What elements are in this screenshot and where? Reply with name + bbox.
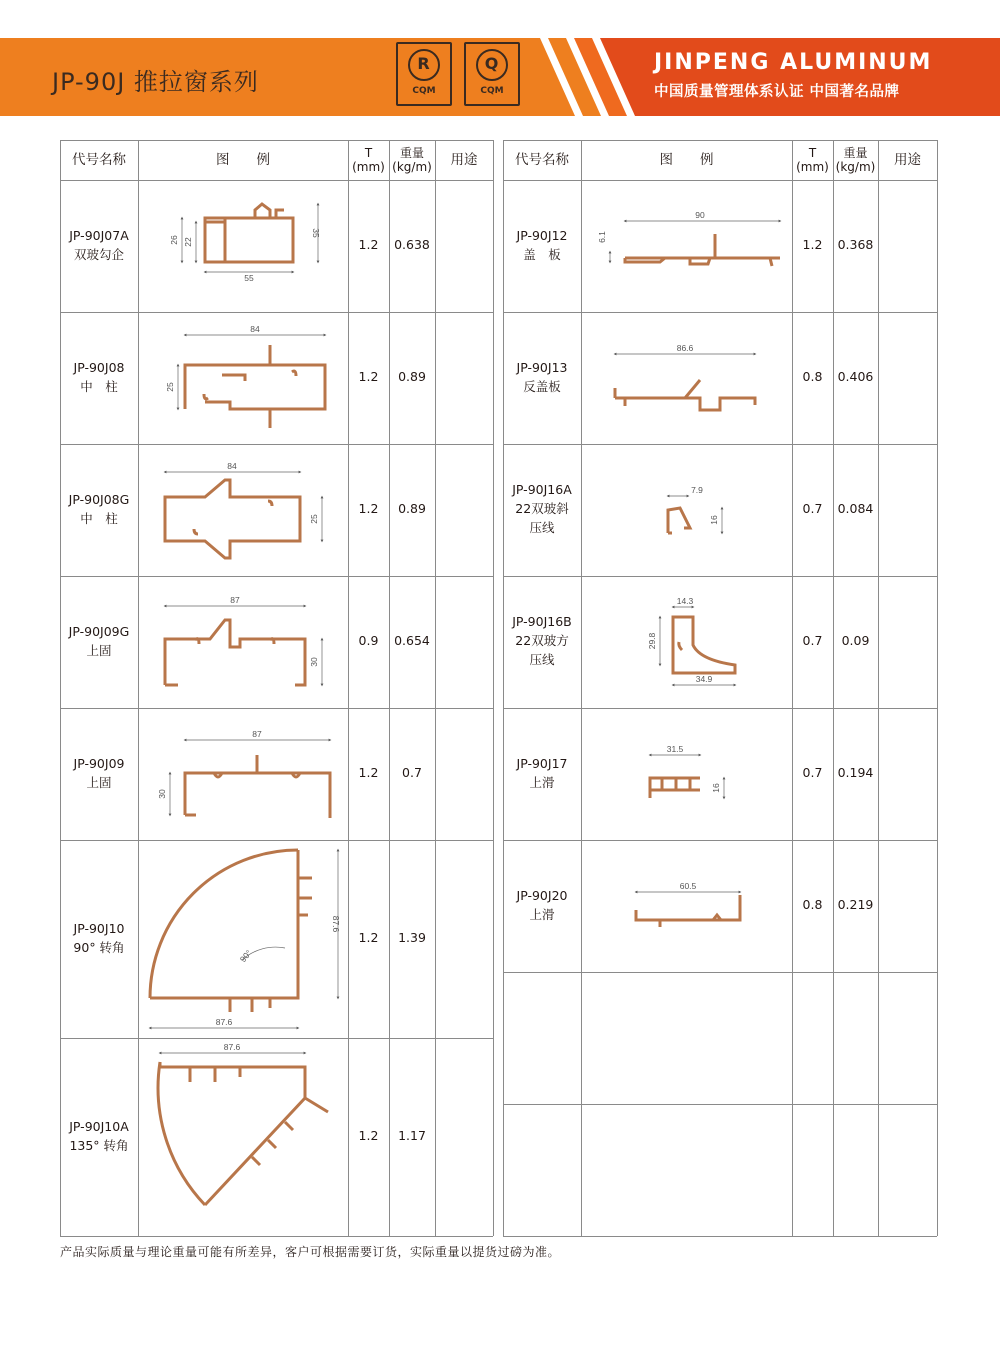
weight-value: 0.638: [394, 237, 430, 252]
col-header-weight: 重量 (kg/m): [392, 146, 432, 174]
dim-label: 87: [230, 595, 240, 605]
dim-label: 55: [244, 273, 254, 283]
dim-label: 90°: [237, 947, 254, 965]
table-row-code: JP-90J12 盖 板: [516, 228, 568, 262]
dim-label: 6.1: [597, 231, 607, 243]
table-row-code: JP-90J10 90° 转角: [73, 921, 125, 955]
dim-label: 7.9: [691, 485, 703, 495]
thickness-value: 1.2: [358, 1128, 379, 1143]
profile-jp90j16a: [668, 508, 690, 533]
table-row-code: JP-90J09 上固: [73, 756, 125, 790]
dim-label: 25: [165, 382, 175, 392]
page-title: JP-90J 推拉窗系列: [52, 68, 259, 96]
table-row-code: JP-90J07A 双玻勾企: [69, 228, 129, 262]
dim-label: 31.5: [666, 744, 684, 754]
dim-label: 30: [157, 789, 167, 799]
dim-label: 86.6: [676, 343, 694, 353]
table-row-code: JP-90J13 反盖板: [516, 360, 568, 394]
profile-jp90j07a: [205, 204, 293, 262]
cert-q-icon: Q: [476, 49, 508, 81]
profile-jp90j13: [615, 380, 755, 410]
weight-value: 1.39: [398, 930, 426, 945]
col-header-thickness-right: T (mm): [796, 146, 829, 174]
profile-jp90j16b: [673, 617, 735, 673]
profile-jp90j10a: [158, 1062, 328, 1205]
thickness-value: 1.2: [358, 369, 379, 384]
weight-value: 0.084: [837, 501, 874, 516]
dim-label: 29.8: [647, 632, 657, 650]
profile-jp90j08g: [165, 480, 300, 558]
col-header-figure: 图 例: [216, 152, 270, 168]
thickness-value: 0.9: [358, 633, 379, 648]
table-row-code: JP-90J10A 135° 转角: [69, 1119, 129, 1153]
weight-value: 0.89: [398, 369, 426, 384]
footnote: 产品实际质量与理论重量可能有所差异，客户可根据需要订货，实际重量以提货过磅为准。: [60, 1245, 561, 1259]
table-row-code: JP-90J16A 22双玻斜 压线: [512, 482, 572, 535]
weight-value: 1.17: [398, 1128, 426, 1143]
weight-value: 0.654: [394, 633, 430, 648]
profile-jp90j17: [650, 778, 700, 798]
col-header-figure-right: 图 例: [659, 152, 714, 168]
dim-label: 30: [309, 657, 319, 667]
dim-label: 87: [252, 729, 262, 739]
col-header-code: 代号名称: [72, 152, 126, 168]
cert-badge-r: R CQM: [396, 42, 452, 106]
thickness-value: 1.2: [802, 237, 823, 252]
dim-label: 16: [709, 515, 719, 525]
profile-jp90j10: [150, 850, 312, 1012]
table-row-code: JP-90J09G 上固: [68, 624, 130, 658]
dim-label: 25: [309, 514, 319, 524]
dim-label: 90: [695, 210, 705, 220]
profile-jp90j09g: [165, 620, 305, 685]
thickness-value: 0.7: [802, 633, 823, 648]
dim-label: 60.5: [679, 881, 697, 891]
thickness-value: 0.8: [802, 897, 823, 912]
weight-value: 0.368: [837, 237, 874, 252]
thickness-value: 1.2: [358, 501, 379, 516]
dim-label: 14.3: [676, 596, 694, 606]
thickness-value: 1.2: [358, 930, 379, 945]
table-row-code: JP-90J16B 22双玻方 压线: [512, 614, 572, 667]
profile-jp90j08: [185, 345, 325, 428]
profile-jp90j20: [636, 895, 740, 927]
thickness-value: 1.2: [358, 237, 379, 252]
dim-label: 26: [169, 235, 179, 245]
brand-slogan-cn: 中国质量管理体系认证 中国著名品牌: [654, 84, 900, 100]
dim-label: 16: [711, 783, 721, 793]
thickness-value: 0.7: [802, 765, 823, 780]
col-header-thickness: T (mm): [352, 146, 385, 174]
weight-value: 0.7: [402, 765, 422, 780]
col-header-code-right: 代号名称: [515, 152, 569, 168]
dim-label: 87.6: [331, 915, 341, 933]
weight-value: 0.89: [398, 501, 426, 516]
profile-jp90j09: [185, 755, 330, 818]
weight-value: 0.219: [837, 897, 874, 912]
table-row-code: JP-90J08 中 柱: [73, 360, 125, 394]
col-header-weight-right: 重量 (kg/m): [835, 146, 876, 174]
thickness-value: 1.2: [358, 765, 379, 780]
col-header-usage-right: 用途: [894, 152, 921, 168]
weight-value: 0.194: [837, 765, 874, 780]
table-row-code: JP-90J20 上滑: [516, 888, 568, 922]
dim-label: 87.6: [215, 1017, 233, 1027]
dim-label: 84: [250, 324, 260, 334]
thickness-value: 0.8: [802, 369, 823, 384]
dim-label: 34.9: [695, 674, 713, 684]
dim-label: 22: [183, 237, 193, 247]
dim-label: 35: [311, 228, 321, 238]
profile-jp90j12: [625, 234, 780, 266]
dim-label: 84: [227, 461, 237, 471]
brand-name-en: JINPENG ALUMINUM: [654, 50, 933, 75]
weight-value: 0.406: [837, 369, 874, 384]
table-row-code: JP-90J08G 中 柱: [68, 492, 130, 526]
thickness-value: 0.7: [802, 501, 823, 516]
col-header-usage: 用途: [450, 152, 478, 168]
cert-badge-q: Q CQM: [464, 42, 520, 106]
dim-label: 87.6: [223, 1042, 241, 1052]
cert-r-icon: R: [408, 49, 440, 81]
weight-value: 0.09: [841, 633, 870, 648]
table-row-code: JP-90J17 上滑: [516, 756, 568, 790]
